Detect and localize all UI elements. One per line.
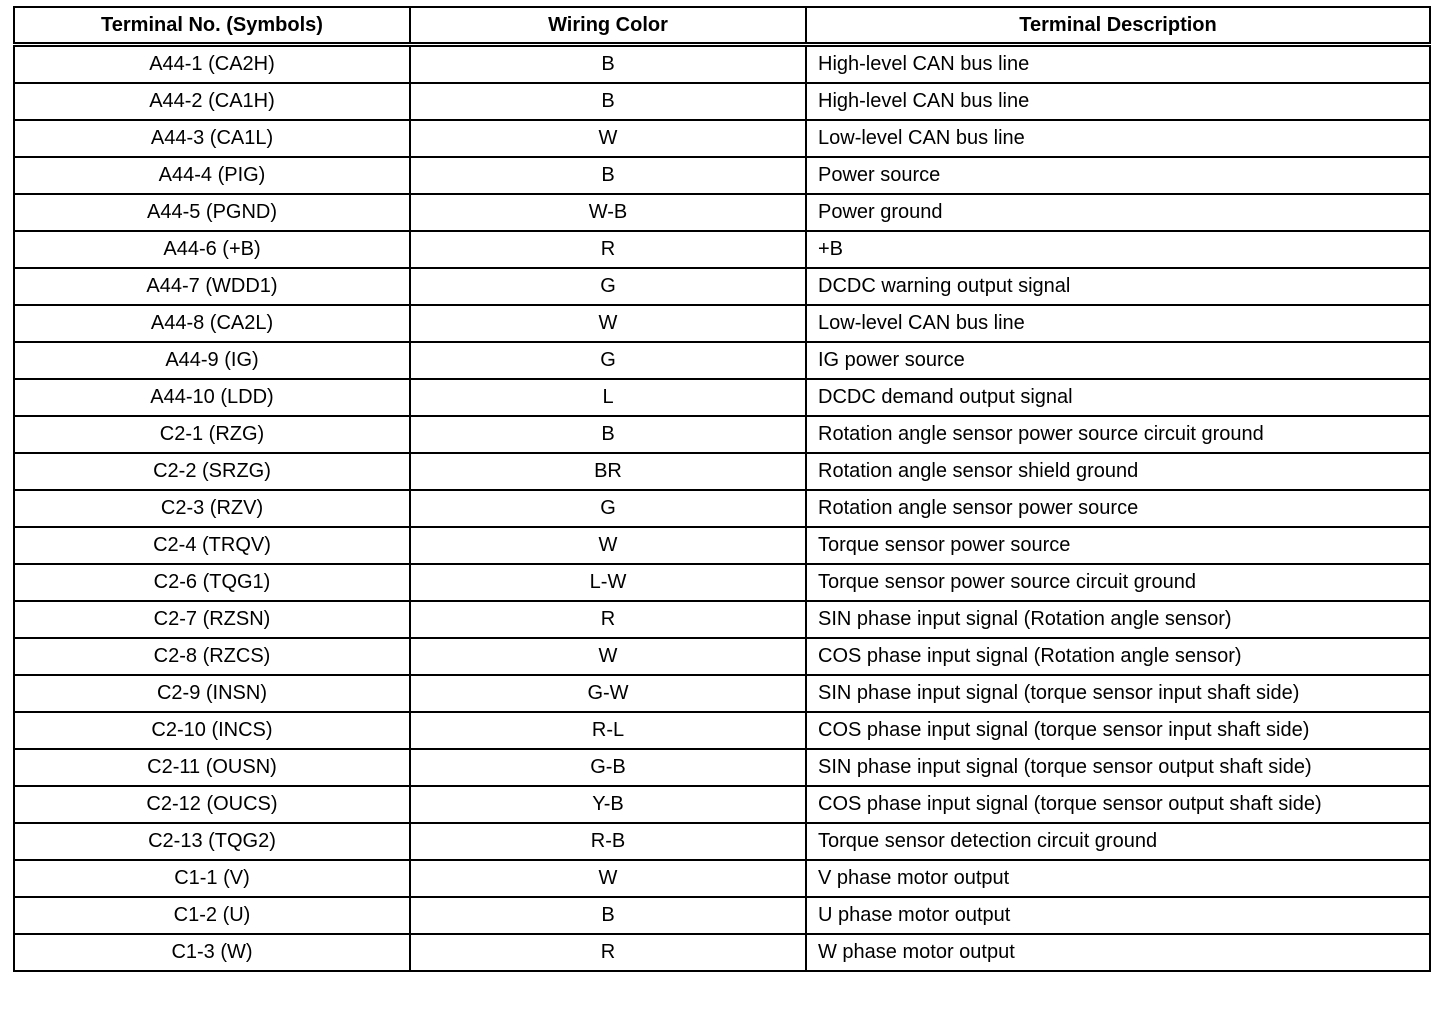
table-row [14,490,1430,527]
header-row [14,7,1430,45]
table-row [14,712,1430,749]
table-row [14,342,1430,379]
description-cell: U phase motor output [806,897,1430,934]
wiring-color-cell: B [410,897,806,934]
wiring-color-cell: B [410,157,806,194]
table-row [14,453,1430,490]
table-row [14,638,1430,675]
wiring-color-cell: Y-B [410,786,806,823]
wiring-color-cell: G [410,490,806,527]
table-row [14,416,1430,453]
table-row [14,527,1430,564]
description-cell: SIN phase input signal (torque sensor input shaft side) [806,675,1430,712]
description-cell: SIN phase input signal (Rotation angle sensor) [806,601,1430,638]
terminal-cell: A44-4 (PIG) [14,157,410,194]
terminal-cell: A44-9 (IG) [14,342,410,379]
description-cell: COS phase input signal (Rotation angle sensor) [806,638,1430,675]
description-cell: +B [806,231,1430,268]
terminal-cell: A44-5 (PGND) [14,194,410,231]
table-row [14,749,1430,786]
table-row [14,45,1430,84]
terminal-cell: A44-7 (WDD1) [14,268,410,305]
table-header [14,7,1430,45]
description-cell: DCDC demand output signal [806,379,1430,416]
wiring-color-cell: W [410,638,806,675]
table-row [14,379,1430,416]
description-cell: Rotation angle sensor shield ground [806,453,1430,490]
table-row [14,860,1430,897]
table-row [14,305,1430,342]
wiring-color-cell: W [410,860,806,897]
description-cell: Torque sensor detection circuit ground [806,823,1430,860]
table-row [14,194,1430,231]
wiring-color-cell: W [410,527,806,564]
terminal-cell: C2-8 (RZCS) [14,638,410,675]
description-cell: Rotation angle sensor power source [806,490,1430,527]
terminal-cell: C2-6 (TQG1) [14,564,410,601]
terminal-cell: C1-1 (V) [14,860,410,897]
terminal-cell: A44-6 (+B) [14,231,410,268]
wiring-color-cell: R [410,601,806,638]
description-cell: V phase motor output [806,860,1430,897]
wiring-color-cell: R [410,231,806,268]
wiring-color-cell: W-B [410,194,806,231]
description-cell: IG power source [806,342,1430,379]
table-row [14,83,1430,120]
terminal-cell: A44-1 (CA2H) [14,45,410,84]
wiring-color-cell: W [410,120,806,157]
table-row [14,120,1430,157]
terminal-cell: A44-10 (LDD) [14,379,410,416]
terminal-cell: C2-10 (INCS) [14,712,410,749]
description-cell: W phase motor output [806,934,1430,971]
wiring-color-cell: G [410,268,806,305]
terminal-cell: C2-2 (SRZG) [14,453,410,490]
terminal-cell: C2-11 (OUSN) [14,749,410,786]
terminal-cell: C1-2 (U) [14,897,410,934]
table-row [14,823,1430,860]
terminal-cell: A44-2 (CA1H) [14,83,410,120]
description-cell: Low-level CAN bus line [806,305,1430,342]
header-description: Terminal Description [806,7,1430,45]
terminal-cell: A44-3 (CA1L) [14,120,410,157]
description-cell: Torque sensor power source [806,527,1430,564]
terminal-cell: C2-13 (TQG2) [14,823,410,860]
description-cell: SIN phase input signal (torque sensor output shaft side) [806,749,1430,786]
terminal-cell: C2-7 (RZSN) [14,601,410,638]
description-cell: COS phase input signal (torque sensor output shaft side) [806,786,1430,823]
terminal-cell: C2-9 (INSN) [14,675,410,712]
description-cell: DCDC warning output signal [806,268,1430,305]
description-cell: Rotation angle sensor power source circuit ground [806,416,1430,453]
terminal-cell: C2-12 (OUCS) [14,786,410,823]
table-row [14,231,1430,268]
wiring-color-cell: B [410,416,806,453]
terminal-cell: C1-3 (W) [14,934,410,971]
header-terminal: Terminal No. (Symbols) [14,7,410,45]
wiring-color-cell: R-L [410,712,806,749]
table-row [14,157,1430,194]
wiring-color-cell: G-W [410,675,806,712]
table-row [14,564,1430,601]
wiring-color-cell: L [410,379,806,416]
terminal-cell: A44-8 (CA2L) [14,305,410,342]
description-cell: High-level CAN bus line [806,83,1430,120]
table-row [14,675,1430,712]
wiring-color-cell: L-W [410,564,806,601]
terminal-table [13,6,1431,972]
terminal-cell: C2-3 (RZV) [14,490,410,527]
description-cell: Low-level CAN bus line [806,120,1430,157]
wiring-color-cell: R [410,934,806,971]
terminal-cell: C2-1 (RZG) [14,416,410,453]
wiring-color-cell: G [410,342,806,379]
terminal-cell: C2-4 (TRQV) [14,527,410,564]
table-row [14,268,1430,305]
wiring-color-cell: B [410,45,806,84]
wiring-color-cell: B [410,83,806,120]
description-cell: High-level CAN bus line [806,45,1430,84]
table-row [14,934,1430,971]
wiring-color-cell: W [410,305,806,342]
header-wiring-color: Wiring Color [410,7,806,45]
description-cell: Power ground [806,194,1430,231]
description-cell: Torque sensor power source circuit ground [806,564,1430,601]
wiring-color-cell: BR [410,453,806,490]
description-cell: COS phase input signal (torque sensor input shaft side) [806,712,1430,749]
table-row [14,601,1430,638]
table-row [14,897,1430,934]
table-row [14,786,1430,823]
wiring-color-cell: G-B [410,749,806,786]
wiring-color-cell: R-B [410,823,806,860]
table-body [14,45,1430,972]
description-cell: Power source [806,157,1430,194]
